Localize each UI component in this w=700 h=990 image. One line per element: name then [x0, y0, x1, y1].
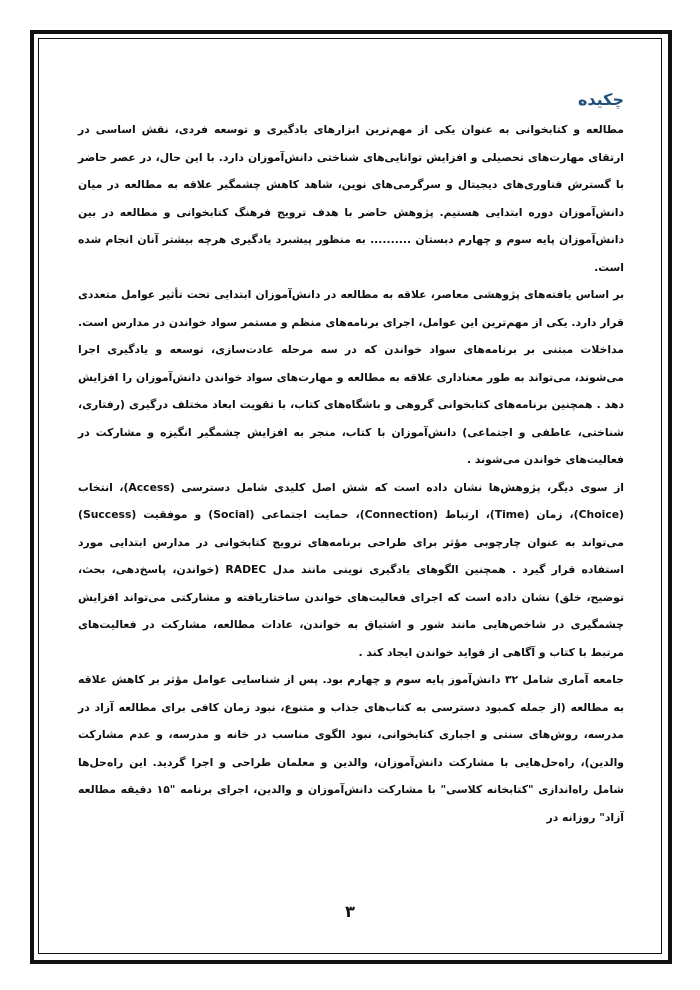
paragraph-1: مطالعه و کتابخوانی به عنوان یکی از مهم‌ترین ابزارهای یادگیری و توسعه فردی، نقش اساسی در ارتقای مهارت‌های تحصیلی و افزایش توانایی‌های شناختی دانش‌آموزان دارد. با این حال، در عصر حاضر با گسترش فناوری‌های دیجیتال و سرگرمی‌های نوین، شاهد کاهش چشمگیر علاقه به مطالعه در میان دانش‌آموزان دوره ابتدایی هستیم. پژوهش حاضر با هدف ترویج فرهنگ کتابخوانی و مطالعه در بین دانش‌آموزان پایه سوم و چهارم دبستان .......... به منظور پیشبرد یادگیری هرچه بیشتر آنان انجام شده است. [78, 123, 624, 274]
paragraph-3: از سوی دیگر، پژوهش‌ها نشان داده است که شش اصل کلیدی شامل دسترسی (Access)، انتخاب (Choice)، زمان (Time)، ارتباط (Connection)، حمایت اجتماعی (Social) و موفقیت (Success) می‌تواند به عنوان چارچوبی مؤثر برای طراحی برنامه‌های ترویج کتابخوانی در مدارس ابتدایی مورد استفاده قرار گیرد . همچنین الگوهای یادگیری نوینی مانند مدل RADEC (خواندن، پاسخ‌دهی، بحث، توضیح، خلق) نشان داده است که اجرای فعالیت‌های خواندن ساختاریافته و مشارکتی می‌تواند افزایش چشمگیری در شاخص‌هایی مانند شور و اشتیاق به خواندن، عادات مطالعه، مشارکت در فعالیت‌های مرتبط با کتاب و آگاهی از فواید خواندن ایجاد کند . [78, 480, 624, 659]
document-body [78, 88, 624, 831]
section-heading: چکیده [577, 90, 624, 109]
page-number: ۳ [345, 902, 355, 921]
paragraph-4: جامعه آماری شامل ۳۲ دانش‌آموز پایه سوم و چهارم بود. پس از شناسایی عوامل مؤثر بر کاهش علاقه به مطالعه (از جمله کمبود دسترسی به کتاب‌های جذاب و متنوع، نبود زمان کافی برای مطالعه آزاد در مدرسه، روش‌های سنتی و اجباری کتابخوانی، نبود الگوی مناسب در خانه و مدرسه، و عدم مشارکت والدین)، راه‌حل‌هایی با مشارکت دانش‌آموزان، والدین و معلمان طراحی و اجرا گردید. این راه‌حل‌ها شامل راه‌اندازی "کتابخانه کلاسی" با مشارکت دانش‌آموزان و والدین، اجرای برنامه "۱۵ دقیقه مطالعه آزاد" روزانه در [78, 673, 625, 824]
paragraph-2: بر اساس یافته‌های پژوهشی معاصر، علاقه به مطالعه در دانش‌آموزان ابتدایی تحت تأثیر عوامل متعددی قرار دارد. یکی از مهم‌ترین این عوامل، اجرای برنامه‌های منظم و مستمر سواد خواندن در مدارس است. مداخلات مبتنی بر برنامه‌های سواد خواندن که در سه مرحله عادت‌سازی، توسعه و یادگیری اجرا می‌شوند، می‌تواند به طور معناداری علاقه به مطالعه و مهارت‌های سواد خواندن دانش‌آموزان را افزایش دهد . همچنین برنامه‌های کتابخوانی گروهی و باشگاه‌های کتاب، با تقویت ابعاد مختلف درگیری (رفتاری، شناختی، عاطفی و اجتماعی) دانش‌آموزان با کتاب، منجر به افزایش چشمگیر انگیزه و مشارکت در فعالیت‌های خواندن می‌شوند . [78, 288, 624, 466]
